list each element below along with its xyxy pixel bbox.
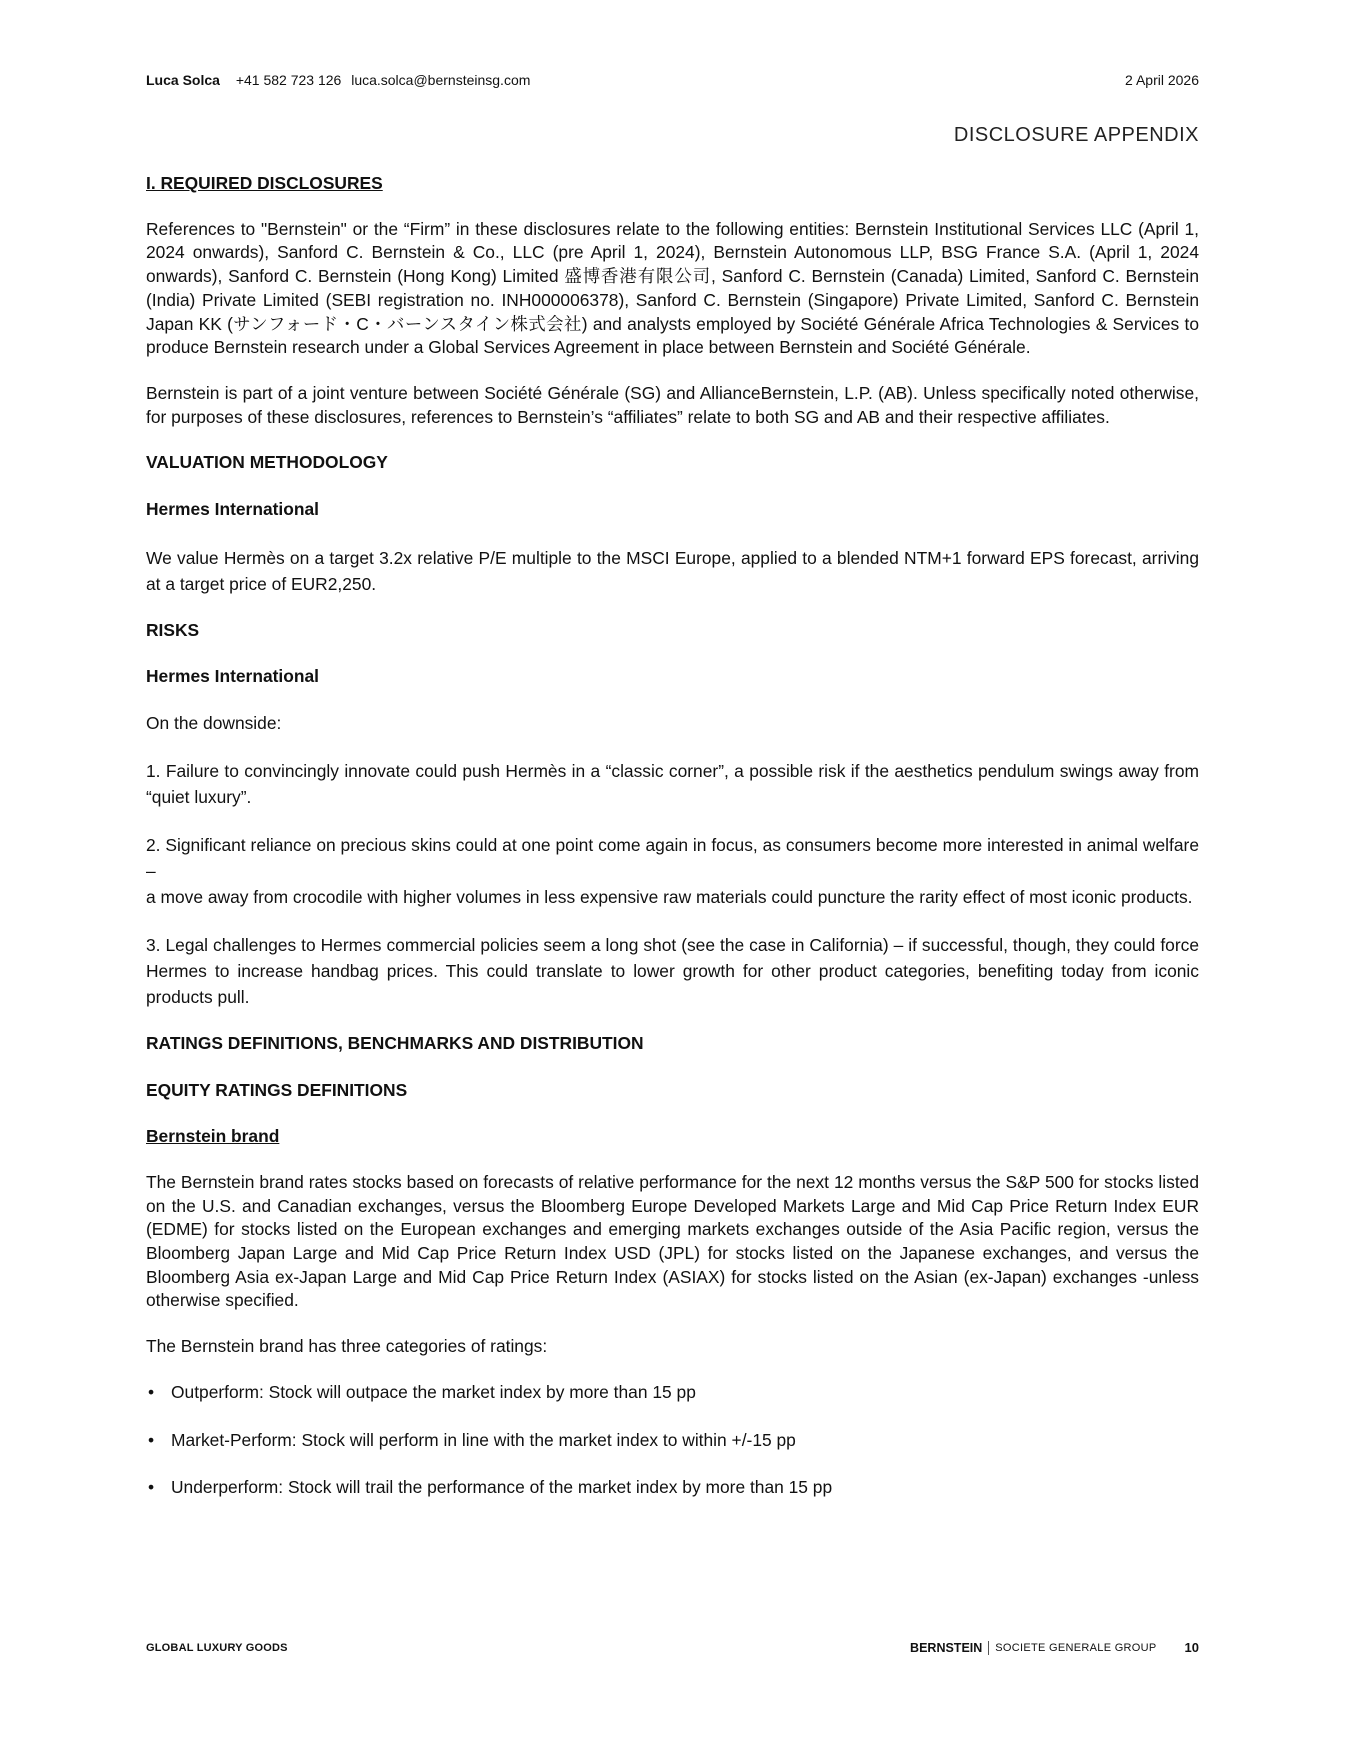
list-item bbox=[146, 1381, 1199, 1405]
brand-benchmarks-paragraph: The Bernstein brand rates stocks based on forecasts of relative performance for the next 12 months versus the S&P 500 for stocks listed on the U.S. and Canadian exchanges, versus the Bloomberg Europe Developed Markets Large and Mid Cap Price Return Index EUR (EDME) for stocks listed on the European exchanges and emerging markets exchanges outside of the Asia Pacific region, versus the Bloomberg Japan Large and Mid Cap Price Return Index USD (JPL) for stocks listed on the Japanese exchanges, and versus the Bloomberg Asia ex-Japan Large and Mid Cap Price Return Index (ASIAX) for stocks listed on the Asian (ex-Japan) exchanges -unless otherwise specified. bbox=[146, 1171, 1199, 1311]
equity-ratings-heading: EQUITY RATINGS DEFINITIONS bbox=[146, 1079, 408, 1100]
valuation-text: We value Hermès on a target 3.2x relative P/E multiple to the MSCI Europe, applied to a blended NTM+1 forward EPS forecast, arriving at a target price of EUR2,250. bbox=[146, 547, 1199, 594]
bullet-icon: • bbox=[148, 1381, 155, 1402]
ratings-list bbox=[146, 1381, 1199, 1500]
risk-item-3: 3. Legal challenges to Hermes commercial policies seem a long shot (see the case in California) – if successful, though, they could force Hermes to increase handbag prices. This could translate to lower growth for other product categories, benefiting today from iconic products pull. bbox=[146, 934, 1199, 1007]
list-item bbox=[146, 1476, 1199, 1500]
risk-item-2-part-b: a move away from crocodile with higher volumes in less expensive raw materials could puncture the rarity effect of most iconic products. bbox=[146, 886, 1193, 907]
entities-paragraph: References to "Bernstein" or the “Firm” in these disclosures relate to the following entities: Bernstein Institutional Services LLC (April 1, 2024 onwards), Sanford C. Bernstein & Co., LLC (pre April 1, 2024), Bernstein Autonomous LLP, BSG France S.A. (April 1, 2024 onwards), Sanford C. Bernstein (Hong Kong) Limited 盛博香港有限公司, Sanford C. Bernstein (Canada) Limited, Sanford C. Bernstein (India) Private Limited (SEBI registration no. INH000006378), Sanford C. Bernstein (Singapore) Private Limited, Sanford C. Bernstein Japan KK (サンフォード・C・バーンスタイン株式会社) and analysts employed by Société Générale Africa Technologies & Services to produce Bernstein research under a Global Services Agreement in place between Bernstein and Société Générale. bbox=[146, 218, 1199, 358]
author-email[interactable]: luca.solca@bernsteinsg.com bbox=[351, 72, 531, 88]
disclosure-content bbox=[146, 172, 1199, 1524]
risk-item-1: 1. Failure to convincingly innovate could push Hermès in a “classic corner”, a possible risk if the aesthetics pendulum swings away from “quiet luxury”. bbox=[146, 760, 1199, 807]
footer-divider bbox=[988, 1641, 989, 1655]
bernstein-brand-heading: Bernstein brand bbox=[146, 1126, 280, 1147]
report-date: 2 April 2026 bbox=[1125, 72, 1199, 88]
page-header bbox=[146, 72, 1199, 92]
required-disclosures-heading: I. REQUIRED DISCLOSURES bbox=[146, 173, 383, 193]
list-item bbox=[146, 1429, 1199, 1453]
bullet-icon: • bbox=[148, 1477, 155, 1498]
risks-company: Hermes International bbox=[146, 666, 319, 687]
ratings-heading: RATINGS DEFINITIONS, BENCHMARKS AND DISTRIBUTION bbox=[146, 1032, 644, 1053]
risk-item-2-part-a: 2. Significant reliance on precious skins could at one point come again in focus, as consumers become more interested in animal welfare – bbox=[146, 834, 1199, 881]
bullet-icon: • bbox=[148, 1429, 155, 1450]
page-number: 10 bbox=[1184, 1640, 1199, 1655]
section-label: DISCLOSURE APPENDIX bbox=[953, 124, 1199, 146]
rating-outperform: Outperform: Stock will outpace the market index by more than 15 pp bbox=[171, 1381, 696, 1402]
rating-underperform: Underperform: Stock will trail the performance of the market index by more than 15 pp bbox=[171, 1477, 833, 1498]
categories-intro: The Bernstein brand has three categories of ratings: bbox=[146, 1336, 548, 1357]
valuation-company: Hermes International bbox=[146, 499, 319, 520]
footer-brand-block bbox=[910, 1640, 1199, 1655]
joint-venture-paragraph: Bernstein is part of a joint venture between Société Générale (SG) and AllianceBernstein, L.P. (AB). Unless specifically noted otherwise, for purposes of these disclosures, references to Bernstein’s “affiliates” relate to both SG and AB and their respective affiliates. bbox=[146, 382, 1199, 427]
risk-item-2 bbox=[146, 832, 1199, 910]
author-name: Luca Solca bbox=[146, 72, 220, 88]
footer-group-name: SOCIETE GENERALE GROUP bbox=[995, 1641, 1157, 1654]
valuation-heading: VALUATION METHODOLOGY bbox=[146, 452, 388, 473]
footer-brand-logo: BERNSTEIN bbox=[910, 1640, 983, 1655]
footer-sector-label: GLOBAL LUXURY GOODS bbox=[146, 1642, 288, 1654]
risks-intro: On the downside: bbox=[146, 713, 282, 734]
rating-market-perform: Market-Perform: Stock will perform in line with the market index to within +/-15 pp bbox=[171, 1429, 796, 1450]
risks-heading: RISKS bbox=[146, 619, 200, 640]
author-phone: +41 582 723 126 bbox=[235, 72, 342, 88]
